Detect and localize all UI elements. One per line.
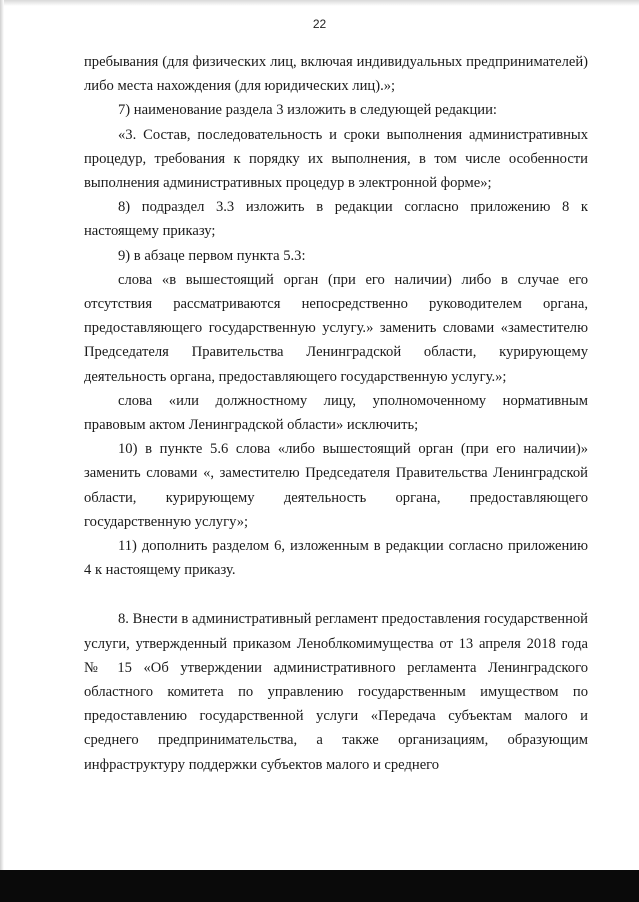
page-number: 22 [312, 17, 327, 31]
scan-edge-left [0, 0, 4, 870]
paragraph: 8. Внести в административный регламент предоставления государственной услуги, утвержденный приказом Леноблкомимущества от 13 апреля 2018 года № 15 «Об утверждении административного регламента Ленинградского областного комитета по управлению государственным имуществом по предоставлению государственной услуги «Передача субъектам малого и среднего предпринимательства, а также организациям, образующим инфраструктуру поддержки субъектов малого и среднего [84, 611, 588, 773]
paragraph: 10) в пункте 5.6 слова «либо вышестоящий орган (при его наличии)» заменить словами «, заместителю Председателя Правительства Ленинградской области, курирующему деятельность органа, предоставляющего государственную услугу»; [84, 441, 588, 530]
paragraph: пребывания (для физических лиц, включая индивидуальных предпринимателей) либо места нахождения (для юридических лиц).»; [84, 54, 588, 95]
paragraph: слова «или должностному лицу, уполномоченному нормативным правовым актом Ленинградской области» исключить; [84, 392, 588, 434]
document-body [84, 50, 588, 777]
paragraph: 9) в абзаце первом пункта 5.3: [118, 247, 306, 264]
paragraph: 7) наименование раздела 3 изложить в следующей редакции: [118, 102, 497, 119]
paragraph: 11) дополнить разделом 6, изложенным в редакции согласно приложению 4 к настоящему приказу. [84, 538, 588, 579]
scan-bottom-bar [0, 870, 639, 902]
scan-edge-top [0, 0, 639, 6]
paragraph: «3. Состав, последовательность и сроки выполнения административных процедур, требования к порядку их выполнения, в том числе особенности выполнения административных процедур в электронной форме»; [84, 126, 588, 192]
paragraph: 8) подраздел 3.3 изложить в редакции согласно приложению 8 к настоящему приказу; [84, 199, 588, 240]
paragraph: слова «в вышестоящий орган (при его наличии) либо в случае его отсутствия рассматриваются непосредственно руководителем органа, предоставляющего государственную услугу.» заменить словами «заместителю Председателя Правительства Ленинградской области, курирующему деятельность органа, предоставляющего государственную услугу.»; [84, 271, 588, 385]
